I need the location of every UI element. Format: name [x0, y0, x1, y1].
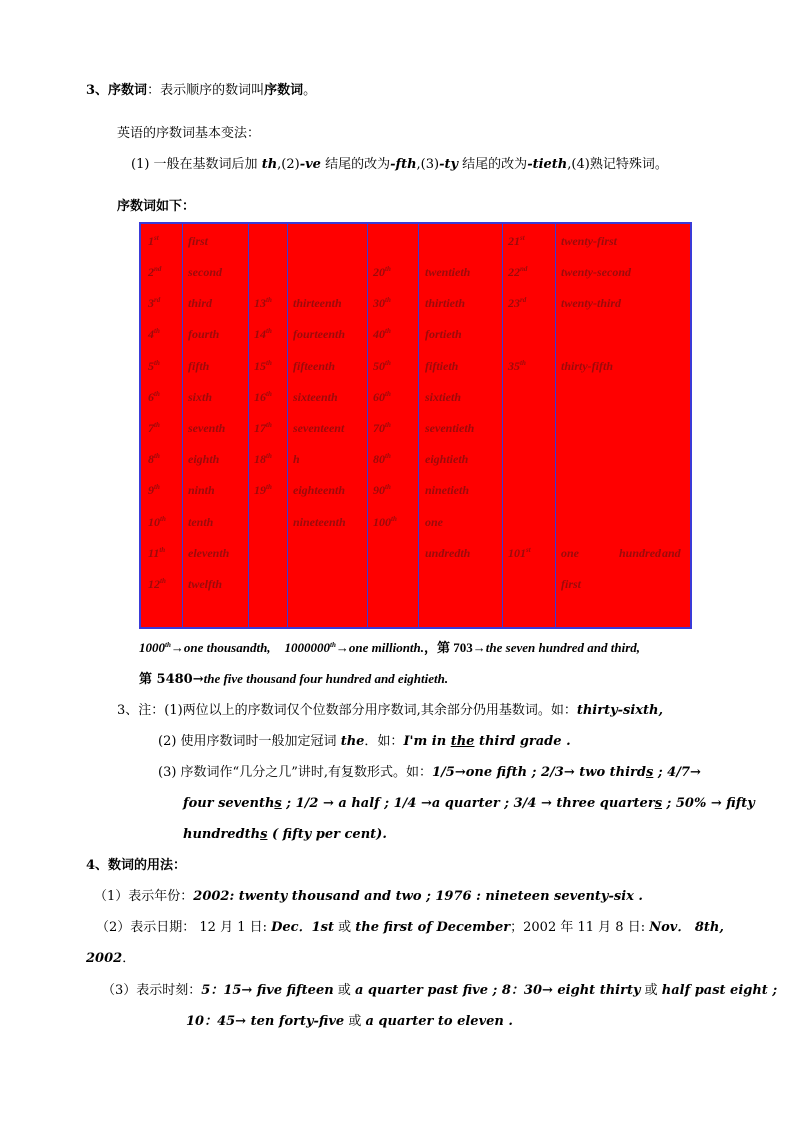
suffix-ty: -ty: [439, 157, 459, 172]
ordinal-number: 11th: [148, 546, 166, 560]
ordinal-word: h: [293, 452, 300, 466]
usage-label: （1）表示年份：: [94, 889, 194, 904]
ordinal-word: twenty-third: [561, 296, 622, 310]
example: a quarter past five ; 8：30→ eight thirty: [354, 983, 641, 998]
ordinal-word: fourteenth: [293, 327, 346, 341]
example-label: 第 5480→: [139, 672, 204, 687]
column-divider: [418, 224, 419, 627]
ordinal-word: twenty-first: [561, 234, 617, 248]
ordinal-word: seventeent: [293, 421, 345, 435]
example: ; 1/2 → a half ; 1/4 →a quarter ; 3/4 → three quarter: [281, 796, 655, 811]
plural-s: s: [274, 796, 282, 811]
ordinal-number: 6th: [148, 390, 160, 404]
ordinal-word-part: and: [662, 546, 681, 560]
ordinal-word: thirtieth: [425, 296, 466, 310]
rule-text: 结尾的改为: [320, 157, 391, 172]
usage-year: [94, 888, 643, 906]
plural-s: s: [645, 765, 654, 780]
ordinal-number: 23rd: [508, 296, 527, 310]
connector: 或: [333, 920, 356, 935]
usage-label: （3）表示时刻：: [102, 983, 202, 998]
ordinal-number: 70th: [373, 421, 391, 435]
ordinal-number: 7th: [148, 421, 160, 435]
ordinal-number: 30th: [373, 296, 391, 310]
note-text: 3、注：(1)两位以上的序数词仅个位数部分用序数词,其余部分仍用基数词。如：: [117, 703, 577, 718]
rule-text: 结尾的改为: [458, 157, 528, 172]
ordinal-word: nineteenth: [293, 515, 346, 529]
note-text: ．如：: [364, 734, 404, 749]
ordinal-word: the five thousand four hundred and eightieth.: [203, 671, 449, 686]
note-1: [117, 702, 663, 720]
punctuation: 。: [303, 83, 317, 98]
punctuation: ．: [122, 951, 136, 966]
ordinal-number: 4th: [148, 327, 160, 341]
ordinal-word: →one thousandth,: [170, 640, 271, 655]
large-ordinals-line-2: [139, 670, 448, 689]
suffix-fth: -fth: [390, 157, 417, 172]
ordinal-word: thirty-fifth: [561, 359, 614, 373]
ordinal-suffix: th: [165, 641, 171, 649]
ordinal-word: seventh: [188, 421, 226, 435]
example: half past eight ;: [661, 983, 778, 998]
ordinal-word: the seven hundred and third,: [485, 640, 641, 655]
ordinal-word: eighteenth: [293, 483, 346, 497]
rule-text: ,(4)熟记特殊词。: [567, 157, 668, 172]
ordinal-word: fortieth: [425, 327, 462, 341]
ordinal-word: ninth: [188, 483, 215, 497]
ordinal-word: second: [188, 265, 222, 279]
large-ordinals-line: [139, 639, 640, 657]
plural-s: s: [260, 827, 268, 842]
rule-line: [131, 156, 668, 174]
suffix-th: th: [261, 157, 278, 172]
section-4-heading: 4、数词的用法：: [86, 858, 187, 873]
example: 1/5→one fifth ; 2/3→ two third: [431, 765, 646, 780]
rule-text: ,(3): [416, 157, 440, 172]
ordinal-number: 15th: [254, 359, 272, 373]
suffix-ve: -ve: [299, 157, 321, 172]
ordinal-number: 40th: [373, 327, 391, 341]
ordinal-word: sixtieth: [425, 390, 462, 404]
ordinal-word: twelfth: [188, 577, 223, 591]
ordinal-table: [139, 222, 692, 629]
rule-text: ,(2): [277, 157, 300, 172]
note-3: [158, 764, 701, 782]
ordinal-number: 101st: [508, 546, 531, 560]
ordinal-number: 80th: [373, 452, 391, 466]
ordinal-word: seventieth: [425, 421, 475, 435]
example: the first of December: [355, 920, 511, 935]
note-3-cont: [183, 795, 755, 813]
ordinal-word: fourth: [188, 327, 220, 341]
column-divider: [287, 224, 288, 627]
ordinal-word-part: first: [561, 577, 582, 591]
ordinal-number: 21st: [508, 234, 525, 248]
article: the: [340, 734, 365, 749]
column-divider: [367, 224, 368, 627]
ordinal-number: 35th: [508, 359, 526, 373]
ordinal-word: undredth: [425, 546, 471, 560]
usage-label: ；2002 年 11 月 8 日:: [510, 920, 650, 935]
number: 1000: [139, 640, 165, 655]
connector: 或: [640, 983, 662, 998]
table-intro: 序数词如下：: [117, 199, 196, 214]
ordinal-number: 9th: [148, 483, 160, 497]
ordinal-number: 2nd: [148, 265, 162, 279]
ordinal-number: 50th: [373, 359, 391, 373]
rule-intro: 英语的序数词基本变法：: [117, 126, 261, 141]
ordinal-word: eighth: [188, 452, 220, 466]
example: 2002: twenty thousand and two ; 1976 : nineteen seventy-six .: [193, 889, 643, 904]
connector: 或: [333, 983, 355, 998]
rule-text: (1) 一般在基数词后加: [131, 157, 262, 172]
example: ; 50% → fifty: [662, 796, 755, 811]
usage-date-cont: [86, 950, 135, 968]
ordinal-word: one: [425, 515, 443, 529]
term: 序数词: [264, 83, 304, 98]
ordinal-word: sixth: [188, 390, 213, 404]
ordinal-number: 16th: [254, 390, 272, 404]
column-divider: [502, 224, 503, 627]
note-2: [158, 733, 571, 751]
usage-date: [96, 919, 724, 937]
ordinal-word: eightieth: [425, 452, 469, 466]
example: four seventh: [183, 796, 275, 811]
ordinal-number: 90th: [373, 483, 391, 497]
ordinal-word: first: [188, 234, 209, 248]
ordinal-number: 12th: [148, 577, 166, 591]
definition-text: ：表示顺序的数词叫: [147, 83, 265, 98]
ordinal-word: sixteenth: [293, 390, 338, 404]
ordinal-number: 14th: [254, 327, 272, 341]
ordinal-number: 19th: [254, 483, 272, 497]
suffix-tieth: -tieth: [527, 157, 568, 172]
term: 序数词: [108, 83, 148, 98]
ordinal-number: 1st: [148, 234, 159, 248]
example: ( fifty per cent).: [267, 827, 387, 842]
example: I'm in: [403, 734, 451, 749]
example: 10：45→ ten forty-five: [186, 1014, 345, 1029]
ordinal-word: twenty-second: [561, 265, 631, 279]
ordinal-word: ninetieth: [425, 483, 470, 497]
note-text: (2) 使用序数词时一般加定冠词: [158, 734, 341, 749]
usage-label: （2）表示日期： 12 月 1 日:: [96, 920, 272, 935]
ordinal-word: fifth: [188, 359, 210, 373]
example: Nov． 8th,: [649, 920, 724, 935]
example: hundredth: [183, 827, 261, 842]
example: 2002: [86, 951, 123, 966]
ordinal-number: 13th: [254, 296, 272, 310]
note-3-cont-2: [183, 826, 387, 844]
ordinal-word: third: [188, 296, 213, 310]
ordinal-number: 18th: [254, 452, 272, 466]
example: thirty-sixth,: [576, 703, 664, 718]
column-divider: [555, 224, 556, 627]
section-3-heading: [86, 82, 316, 100]
example: third grade .: [474, 734, 571, 749]
ordinal-number: 3rd: [148, 296, 161, 310]
ordinal-number: 60th: [373, 390, 391, 404]
usage-time-cont: [186, 1013, 513, 1031]
example: Dec．1st: [271, 920, 334, 935]
column-divider: [182, 224, 183, 627]
number: 1000000: [284, 640, 331, 655]
ordinal-word: tenth: [188, 515, 214, 529]
column-divider: [248, 224, 249, 627]
section-number: 3、: [86, 83, 109, 98]
ordinal-number: 20th: [373, 265, 391, 279]
ordinal-word-part: one: [561, 546, 579, 560]
ordinal-word: twentieth: [425, 265, 471, 279]
example-underlined: the: [450, 734, 475, 749]
ordinal-word: eleventh: [188, 546, 230, 560]
ordinal-suffix: th: [330, 641, 336, 649]
ordinal-word: fifteenth: [293, 359, 335, 373]
ordinal-word: fiftieth: [425, 359, 459, 373]
ordinal-word: thirteenth: [293, 296, 342, 310]
example: 5：15→ five fifteen: [201, 983, 334, 998]
example: a quarter to eleven .: [365, 1014, 513, 1029]
example-label: ，第 703→: [424, 640, 486, 655]
ordinal-number: 10th: [148, 515, 166, 529]
ordinal-number: 8th: [148, 452, 160, 466]
ordinal-word: →one millionth.: [335, 640, 425, 655]
ordinal-number: 22nd: [508, 265, 528, 279]
note-text: (3) 序数词作“几分之几”讲时,有复数形式。如：: [158, 765, 432, 780]
connector: 或: [344, 1014, 366, 1029]
example: ; 4/7→: [653, 765, 701, 780]
usage-time: [102, 982, 777, 1000]
ordinal-number: 5th: [148, 359, 160, 373]
ordinal-number: 100th: [373, 515, 397, 529]
plural-s: s: [654, 796, 663, 811]
ordinal-word-part: hundred: [619, 546, 662, 560]
ordinal-number: 17th: [254, 421, 272, 435]
